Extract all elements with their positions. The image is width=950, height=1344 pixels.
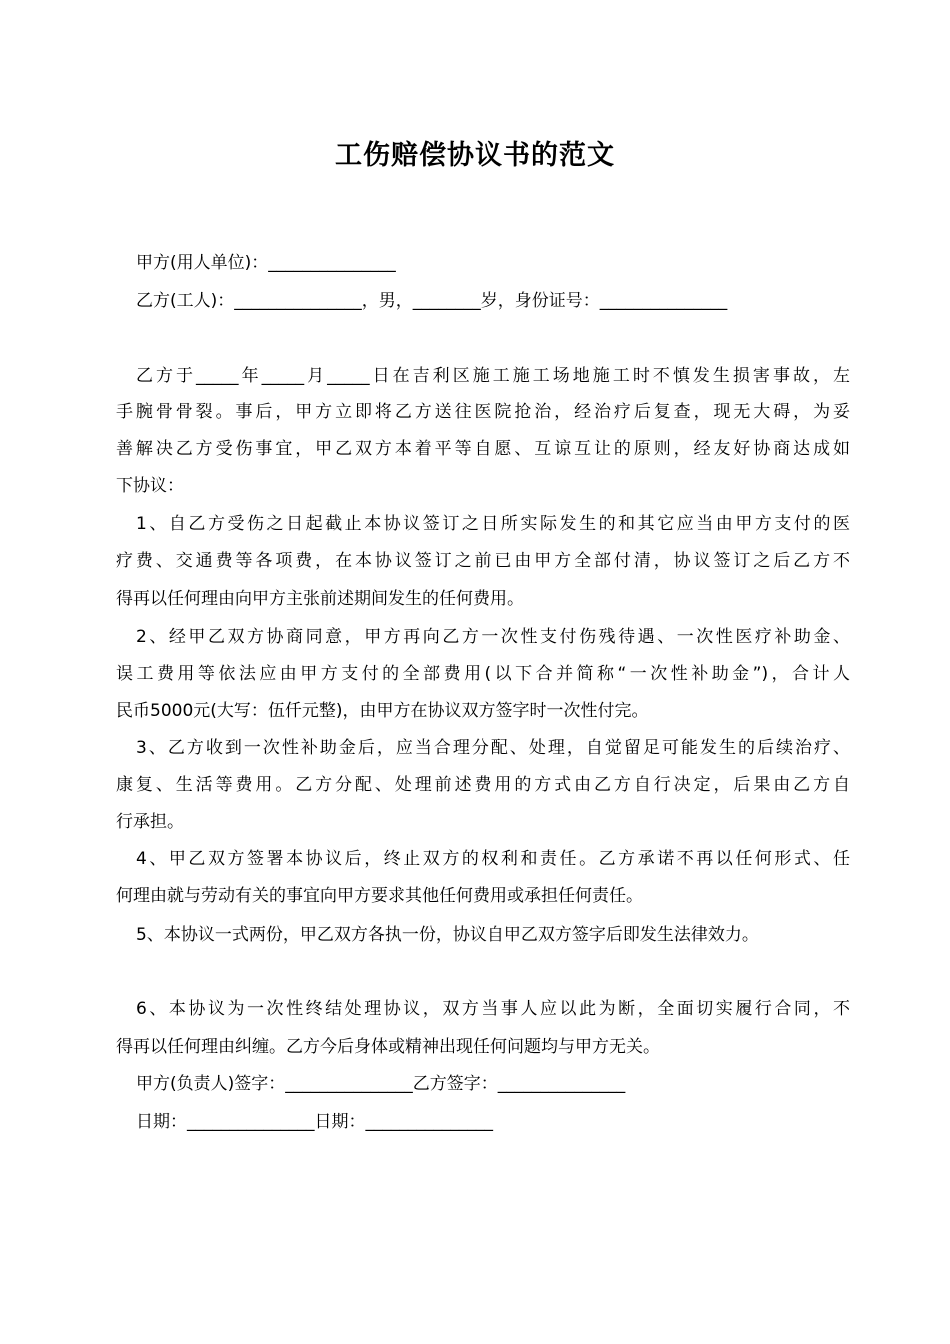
clause-1-line: 疗费、交通费等各项费，在本协议签订之前已由甲方全部付清，协议签订之后乙方不 [116, 551, 850, 571]
intro-line: 手腕骨骨裂。事后，甲方立即将乙方送往医院抢治，经治疗后复查，现无大碍，为妥 [116, 402, 850, 422]
clause-6-line: 得再以任何理由纠缠。乙方今后身体或精神出现任何问题均与甲方无关。 [116, 1037, 660, 1057]
date-line: 日期：_______________日期：_______________ [136, 1112, 493, 1132]
clause-3-line: 行承担。 [116, 812, 184, 832]
party-b-line: 乙方(工人)：_______________，男，________岁，身份证号：_______________ [136, 291, 728, 311]
clause-6-line: 6、本协议为一次性终结处理协议，双方当事人应以此为断，全面切实履行合同，不 [136, 999, 850, 1019]
clause-2-line: 2、经甲乙双方协商同意，甲方再向乙方一次性支付伤残待遇、一次性医疗补助金、 [136, 627, 850, 647]
clause-4-line: 4、甲乙双方签署本协议后，终止双方的权利和责任。乙方承诺不再以任何形式、任 [136, 849, 850, 869]
party-a-line: 甲方(用人单位)：_______________ [136, 253, 396, 273]
document-title: 工伤赔偿协议书的范文 [335, 140, 615, 171]
clause-1-line: 得再以任何理由向甲方主张前述期间发生的任何费用。 [116, 589, 524, 609]
clause-2-line: 误工费用等依法应由甲方支付的全部费用(以下合并简称“一次性补助金”)，合计人 [116, 664, 850, 684]
clause-2-line: 民币5000元(大写：伍仟元整)，由甲方在协议双方签字时一次性付完。 [116, 701, 649, 721]
clause-5-line: 5、本协议一式两份，甲乙双方各执一份，协议自甲乙双方签字后即发生法律效力。 [136, 925, 759, 945]
clause-3-line: 3、乙方收到一次性补助金后，应当合理分配、处理，自觉留足可能发生的后续治疗、 [136, 738, 850, 758]
intro-line: 下协议： [116, 476, 184, 496]
signature-line: 甲方(负责人)签字：_______________乙方签字：_______________ [136, 1074, 626, 1094]
intro-line: 善解决乙方受伤事宜，甲乙双方本着平等自愿、互谅互让的原则，经友好协商达成如 [116, 439, 850, 459]
clause-4-line: 何理由就与劳动有关的事宜向甲方要求其他任何费用或承担任何责任。 [116, 886, 643, 906]
intro-line: 乙方于_____年_____月_____日在吉利区施工施工场地施工时不慎发生损害事故，左 [136, 366, 850, 386]
clause-3-line: 康复、生活等费用。乙方分配、处理前述费用的方式由乙方自行决定，后果由乙方自 [116, 775, 850, 795]
clause-1-line: 1、自乙方受伤之日起截止本协议签订之日所实际发生的和其它应当由甲方支付的医 [136, 514, 850, 534]
